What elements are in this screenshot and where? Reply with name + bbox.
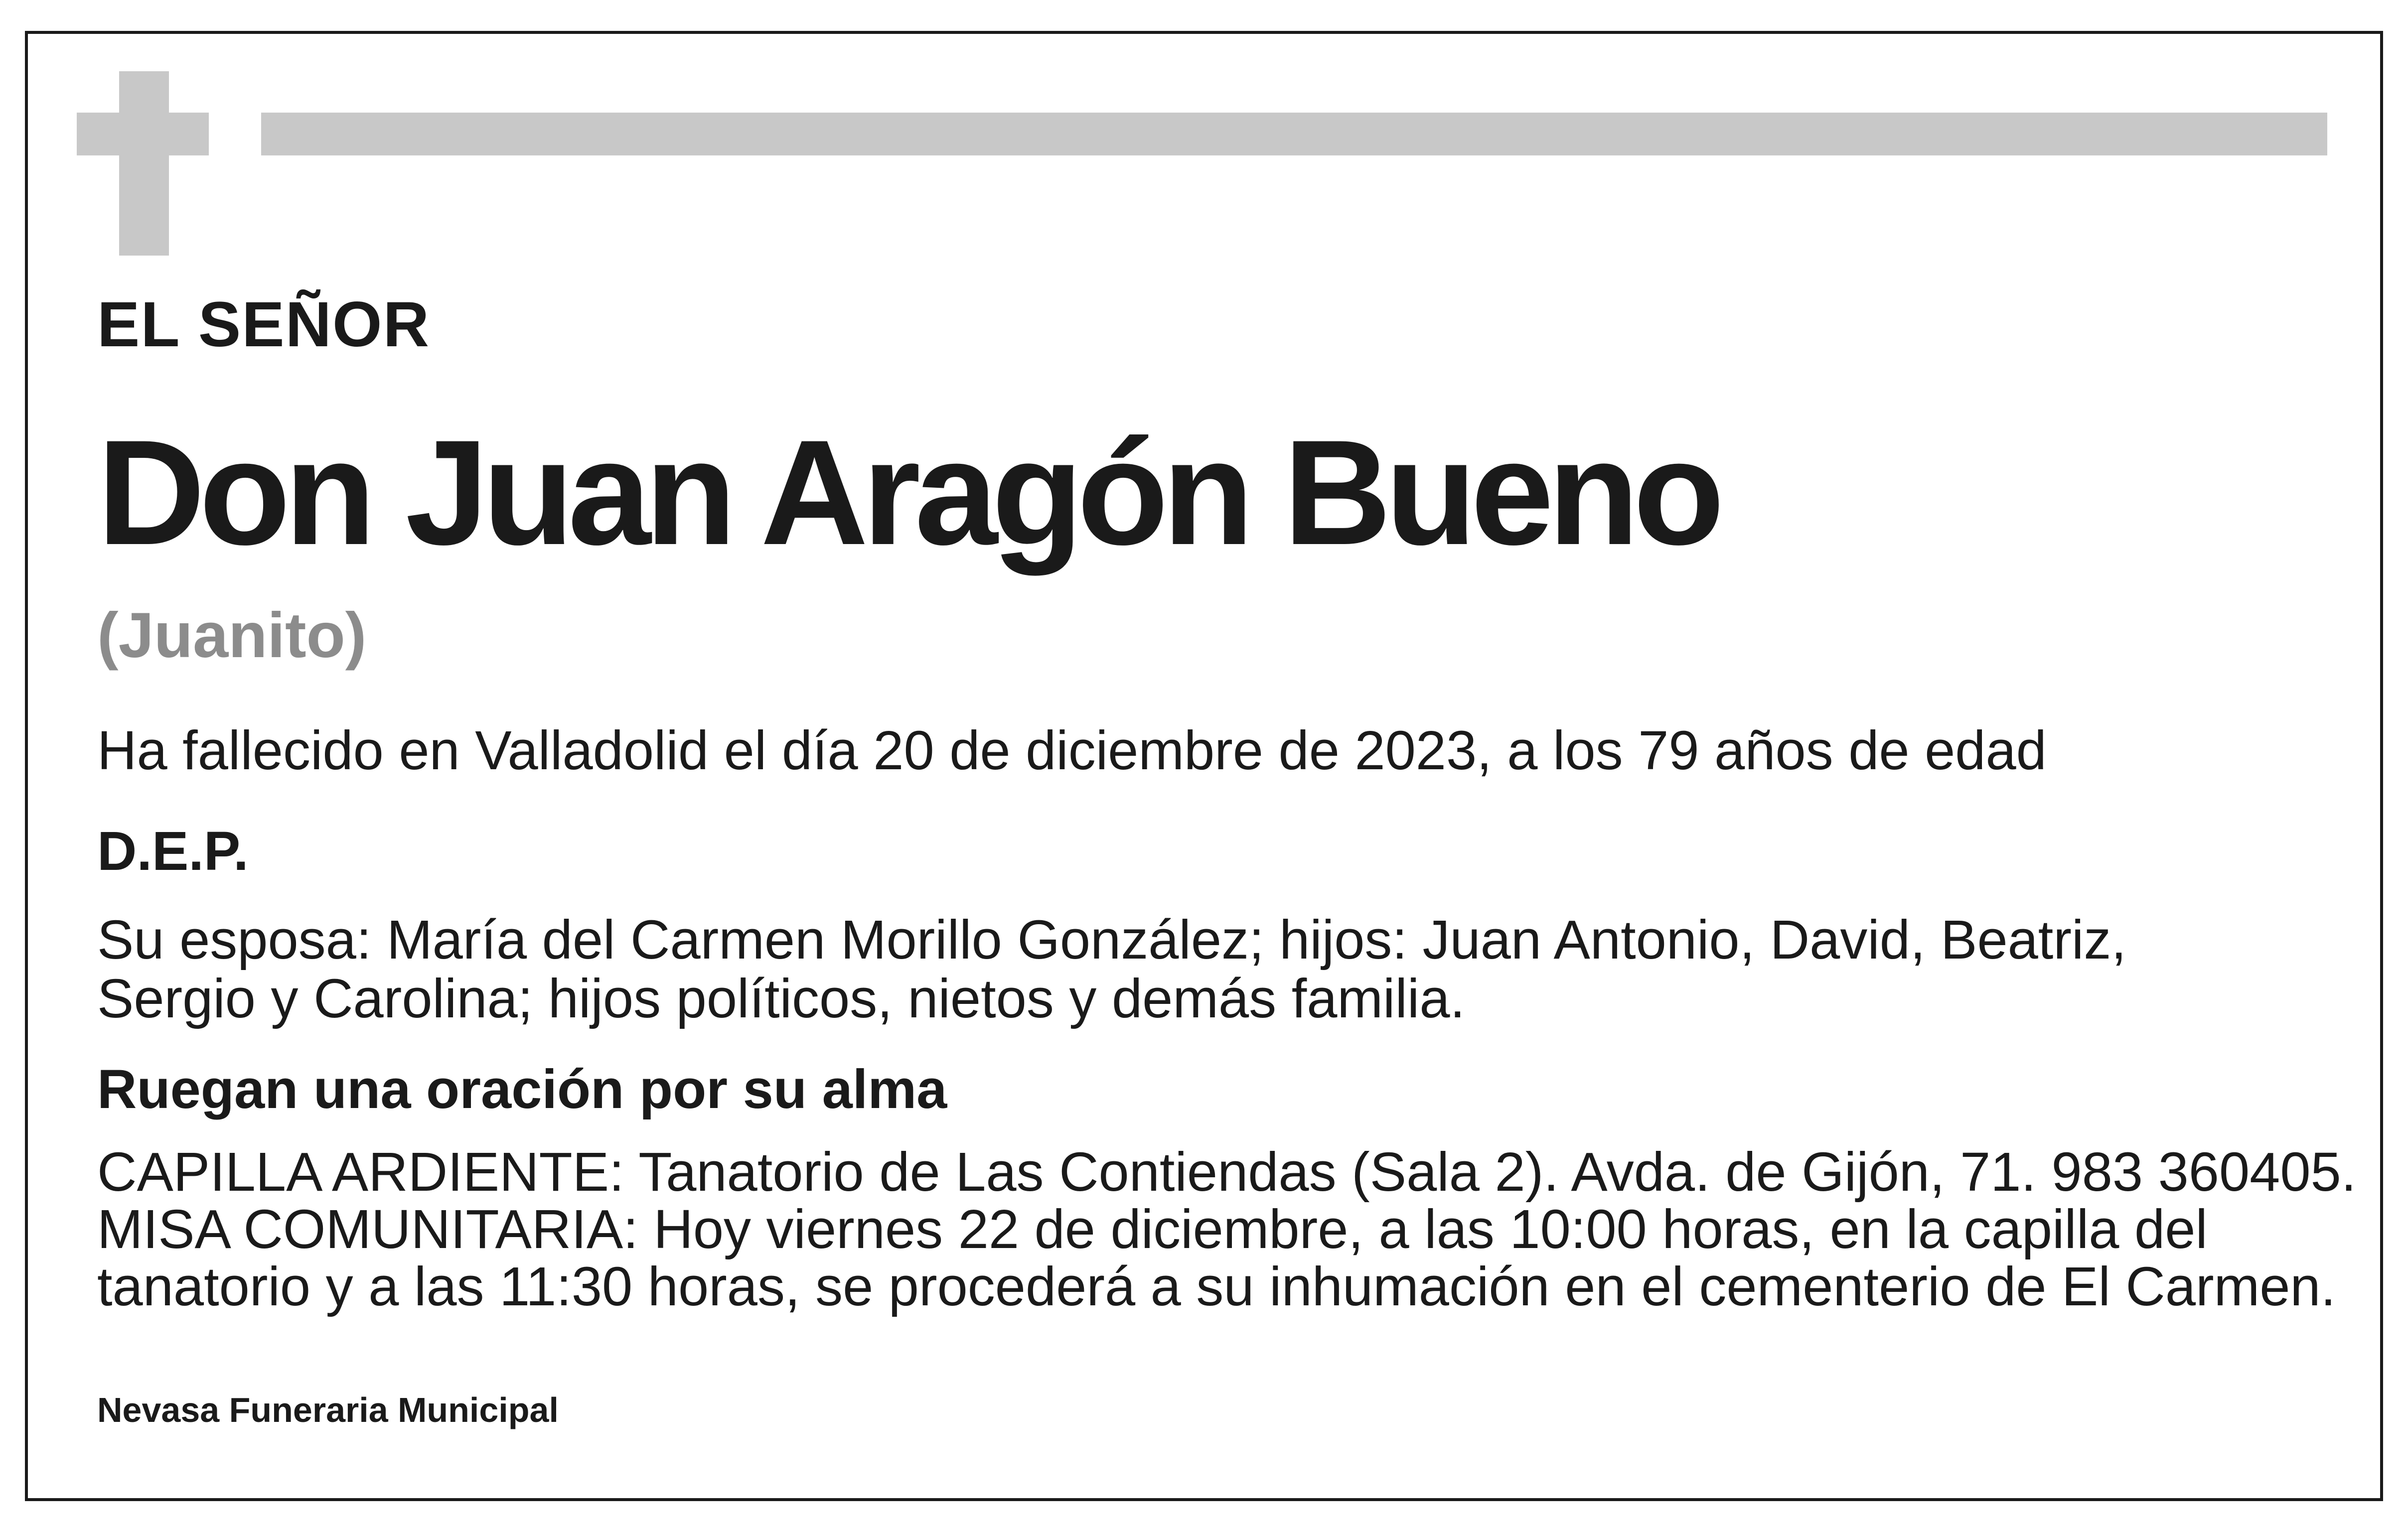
dep-abbreviation: D.E.P. xyxy=(97,821,249,882)
passing-statement: Ha fallecido en Valladolid el día 20 de diciembre de 2023, a los 79 años de edad xyxy=(97,720,2047,781)
services-paragraph xyxy=(97,1143,2356,1315)
cross-icon-horizontal-bar xyxy=(77,113,209,155)
services-line: tanatorio y a las 11:30 horas, se procederá a su inhumación en el cementerio de El Carmen. xyxy=(97,1256,2336,1317)
services-line: MISA COMUNITARIA: Hoy viernes 22 de diciembre, a las 10:00 horas, en la capilla del xyxy=(97,1199,2208,1260)
funeral-home-name: Nevasa Funeraria Municipal xyxy=(97,1391,559,1429)
honorific: EL SEÑOR xyxy=(97,289,430,360)
family-line: Su esposa: María del Carmen Morillo González; hijos: Juan Antonio, David, Beatriz, xyxy=(97,909,2126,971)
family-line: Sergio y Carolina; hijos políticos, nietos y demás familia. xyxy=(97,968,1466,1029)
services-line: CAPILLA ARDIENTE: Tanatorio de Las Contiendas (Sala 2). Avda. de Gijón, 71. 983 360405. xyxy=(97,1141,2357,1203)
nickname: (Juanito) xyxy=(97,600,367,671)
prayer-request: Ruegan una oración por su alma xyxy=(97,1059,947,1120)
family-paragraph xyxy=(97,911,2290,1028)
cross-icon-vertical-bar xyxy=(119,71,169,256)
header-rule xyxy=(261,113,2327,155)
deceased-name: Don Juan Aragón Bueno xyxy=(97,409,1719,576)
